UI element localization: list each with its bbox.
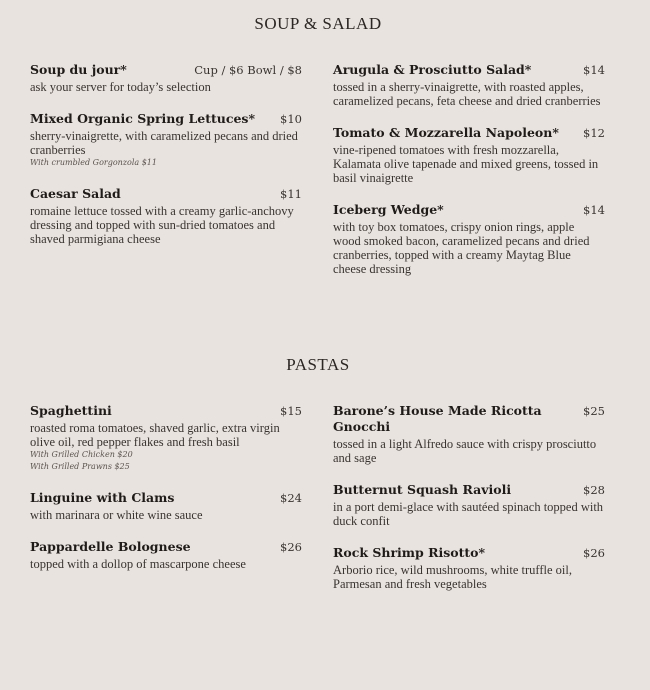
menu-item <box>333 62 605 108</box>
menu-item-header <box>333 403 605 435</box>
menu-item-description: sherry-vinaigrette, with caramelized pecans and dried cranberries <box>30 129 298 157</box>
menu-item-name: Linguine with Clams <box>30 490 175 505</box>
menu-item-header <box>333 62 605 78</box>
menu-item-name: Tomato & Mozzarella Napoleon* <box>333 125 559 140</box>
menu-item <box>30 62 302 94</box>
menu-item <box>333 125 605 185</box>
menu-item <box>30 539 302 571</box>
menu-item-price: $12 <box>583 126 605 140</box>
menu-item-price: $28 <box>583 483 605 497</box>
menu-item-description: tossed in a light Alfredo sauce with crispy prosciutto and sage <box>333 437 597 465</box>
menu-item-description: tossed in a sherry-vinaigrette, with roasted apples, caramelized pecans, feta cheese and dried cranberries <box>333 80 601 108</box>
menu-item-name: Pappardelle Bolognese <box>30 539 191 554</box>
menu-item-description: in a port demi-glace with sautéed spinach topped with duck confit <box>333 500 604 528</box>
menu-item-header <box>30 490 302 506</box>
menu-item <box>30 111 302 169</box>
menu-item <box>30 186 302 246</box>
menu-item <box>30 490 302 522</box>
menu-item-price: $10 <box>280 112 302 126</box>
menu-item-name: Iceberg Wedge* <box>333 202 444 217</box>
menu-item-description: Arborio rice, wild mushrooms, white truffle oil, Parmesan and fresh vegetables <box>333 563 572 591</box>
section-columns <box>0 403 650 608</box>
menu-item-price: $24 <box>280 491 302 505</box>
menu-column-right <box>333 403 605 608</box>
menu-item-name: Barone’s House Made Ricotta Gnocchi <box>333 403 542 434</box>
menu-item-header <box>333 482 605 498</box>
menu-item <box>333 482 605 528</box>
menu-item-header <box>30 539 302 555</box>
menu-item-price: $14 <box>583 63 605 77</box>
menu-item <box>333 403 605 465</box>
menu-item-header <box>333 202 605 218</box>
menu-column-right <box>333 62 605 293</box>
menu-item-header <box>30 186 302 202</box>
menu-item-price: $15 <box>280 404 302 418</box>
menu-item <box>30 403 302 473</box>
menu-section <box>0 355 650 608</box>
menu-item-name: Rock Shrimp Risotto* <box>333 545 486 560</box>
menu-item-description: vine-ripened tomatoes with fresh mozzarella, Kalamata olive tapenade and mixed greens, tossed in basil vinaigrette <box>333 143 599 185</box>
menu-item-name: Caesar Salad <box>30 186 121 201</box>
menu-item-name: Soup du jour* <box>30 62 127 77</box>
section-columns <box>0 62 650 293</box>
menu-column-left <box>30 62 302 263</box>
menu-item <box>333 545 605 591</box>
menu-item-description: roasted roma tomatoes, shaved garlic, extra virgin olive oil, red pepper flakes and fresh basil <box>30 421 280 449</box>
menu-item-note: With crumbled Gorgonzola $11 <box>30 158 157 167</box>
menu-item-description: romaine lettuce tossed with a creamy garlic-anchovy dressing and topped with sun-dried tomatoes and shaved parmigiana cheese <box>30 204 294 246</box>
menu-item-name: Spaghettini <box>30 403 112 418</box>
menu-item-price: $26 <box>583 546 605 560</box>
menu-item-price: Cup / $6 Bowl / $8 <box>194 63 302 77</box>
menu-item-header <box>30 62 302 78</box>
section-heading: PASTAS <box>286 355 350 374</box>
menu-item-price: $25 <box>583 404 605 418</box>
menu-item-header <box>333 125 605 141</box>
menu-item-price: $14 <box>583 203 605 217</box>
menu-item-name: Arugula & Prosciutto Salad* <box>333 62 532 77</box>
menu-item-note: With Grilled Prawns $25 <box>30 462 130 471</box>
menu-item-name: Butternut Squash Ravioli <box>333 482 512 497</box>
menu-item-header <box>333 545 605 561</box>
menu-item-description: with marinara or white wine sauce <box>30 508 203 522</box>
menu-item-header <box>30 111 302 127</box>
menu-item-header <box>30 403 302 419</box>
menu-item-price: $11 <box>280 187 302 201</box>
menu-item-price: $26 <box>280 540 302 554</box>
menu-item-note: With Grilled Chicken $20 <box>30 450 133 459</box>
menu-item-description: ask your server for today’s selection <box>30 80 211 94</box>
menu-item-name: Mixed Organic Spring Lettuces* <box>30 111 255 126</box>
section-heading: SOUP & SALAD <box>254 14 382 33</box>
menu-section <box>0 14 650 293</box>
menu-item-description: with toy box tomatoes, crispy onion rings, apple wood smoked bacon, caramelized pecans and dried cranberries, topped with a creamy Maytag Blue cheese dressing <box>333 220 590 276</box>
menu-column-left <box>30 403 302 588</box>
menu-item <box>333 202 605 276</box>
menu-item-description: topped with a dollop of mascarpone cheese <box>30 557 246 571</box>
